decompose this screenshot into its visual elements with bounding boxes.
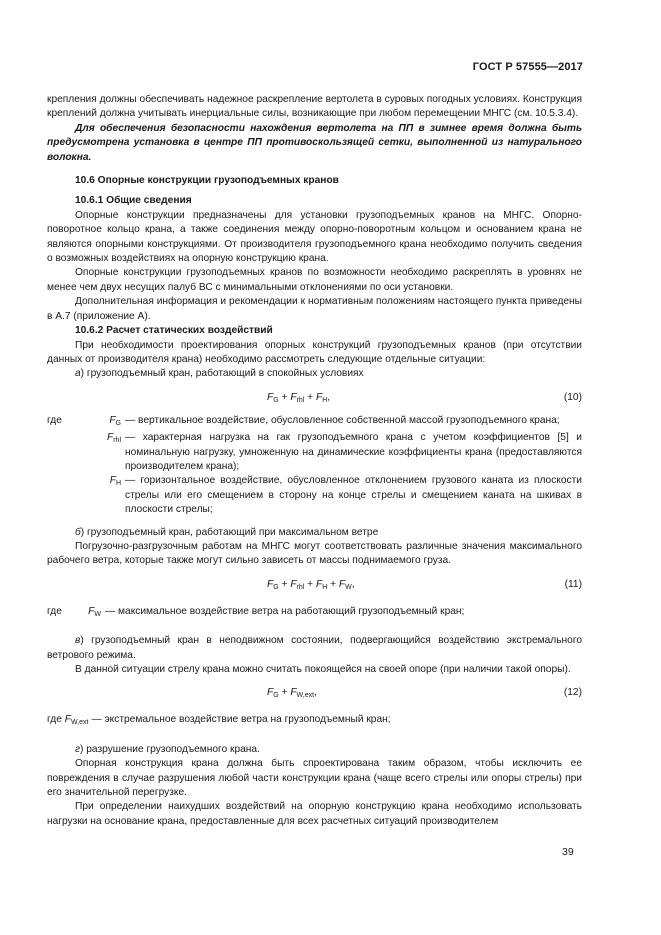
definition-fh: $F_H$ — горизонтальное воздействие, обусловленное отклонением грузового каната из плоскости стрелы или его смещением в сторону на конце стрелы и смещением каната на шкивах в плоскости стрелы; — [109, 475, 582, 516]
list-item-d: г) разрушение грузоподъемного крана. — [75, 743, 260, 755]
equation-number: (12) — [563, 687, 582, 699]
equation-12 — [47, 677, 582, 709]
equation-expression: $F_G + F_{W,ext}$, — [267, 687, 317, 700]
document-body — [47, 93, 582, 829]
paragraph: Погрузочно-разгрузочным работам на МНГС могут соответствовать различные значения максимального рабочего ветра, которые также могут сильно зависеть от массы поднимаемого груза. — [47, 540, 582, 567]
paragraph-emphasis: Для обеспечения безопасности нахождения вертолета на ПП в зимнее время должна быть предусмотрена установка в центре ПП противоскользящей сетки, выполненной из натурального волокна. — [47, 122, 582, 163]
equation-number: (11) — [564, 578, 582, 590]
definition-fwext: где $F_{W,ext}$ — экстремальное воздействие ветра на грузоподъемный кран; — [47, 714, 391, 727]
equation-10 — [47, 382, 582, 414]
paragraph: В данной ситуации стрелу крана можно считать покоящейся на своей опоре (при наличии такой опоры). — [75, 664, 571, 675]
list-item-c: в) грузоподъемный кран в неподвижном состоянии, подвергающийся воздействию экстремального ветрового режима. — [47, 635, 582, 661]
definition-fg: где $F_G$ — вертикальное воздействие, обусловленное собственной массой грузоподъемного крана; — [47, 414, 560, 427]
page-number: 39 — [562, 846, 574, 858]
paragraph: При определении наихудших воздействий на опорную конструкцию крана необходимо использовать нагрузки на основание крана, предоставленные для всех расчетных ситуаций производителем — [47, 801, 582, 827]
paragraph: Дополнительная информация и рекомендации к нормативным положениям настоящего пункта приведены в А.7 (приложение А). — [47, 296, 582, 322]
paragraph: При необходимости проектирования опорных конструкций грузоподъемных кранов (при отсутствии данных от производителя крана) необходимо рассмотреть следующие отдельные ситуации: — [47, 339, 582, 365]
list-item-b: б) грузоподъемный кран, работающий при максимальном ветре — [75, 526, 379, 538]
subsection-heading-10-6-2: 10.6.2 Расчет статических воздействий — [75, 325, 273, 337]
paragraph: крепления должны обеспечивать надежное раскрепление вертолета в суровых погодных условиях. Конструкция креплений должна учитывать инерциальные силы, возникающие при любом перемещении МНГС (см. 10.5.3.4). — [47, 94, 582, 120]
paragraph: Опорная конструкция крана должна быть спроектирована таким образом, чтобы исключить ее повреждения в случае разрушения любой части конструкции крана (чаще всего стрелы или опоры стрелы) при его значительной перегрузке. — [47, 758, 582, 799]
definition-frhl: $F_{rhl}$ — характерная нагрузка на гак грузоподъемного крана с учетом коэффициентов [5] и номинальную нагрузку, умноженную на динамические коэффициенты крана (предоставляются производителем крана); — [106, 432, 582, 472]
document-header: ГОСТ Р 57555—2017 — [472, 61, 583, 73]
equation-11 — [47, 569, 582, 601]
definition-fw: где $F_W$ — максимальное воздействие ветра на работающий грузоподъемный кран; — [47, 605, 465, 618]
equation-expression: $F_G + F_{rhl} + F_H + F_W$, — [267, 578, 355, 591]
paragraph: Опорные конструкции грузоподъемных кранов по возможности необходимо раскреплять в уровнях не менее чем двух несущих палуб ВС с минимальными отклонениями по оси установки. — [47, 267, 582, 293]
equation-number: (10) — [563, 391, 582, 403]
equation-expression: $F_G + F_{rhl} + F_H$, — [267, 391, 331, 404]
subsection-heading-10-6-1: 10.6.1 Общие сведения — [75, 195, 192, 207]
definitions-list — [47, 414, 582, 518]
section-heading-10-6: 10.6 Опорные конструкции грузоподъемных кранов — [75, 175, 339, 187]
list-item-a: а) грузоподъемный кран, работающий в спокойных условиях — [75, 368, 364, 380]
paragraph: Опорные конструкции предназначены для установки грузоподъемных кранов на МНГС. Опорно-поворотное кольцо крана, а также соединения между опорно-поворотным кольцом и основанием крана не являются опорными конструкциями. От производителя грузоподъемного крана необходимо получить сведения о возможных воздействиях на опорную конструкцию крана. — [47, 209, 582, 265]
